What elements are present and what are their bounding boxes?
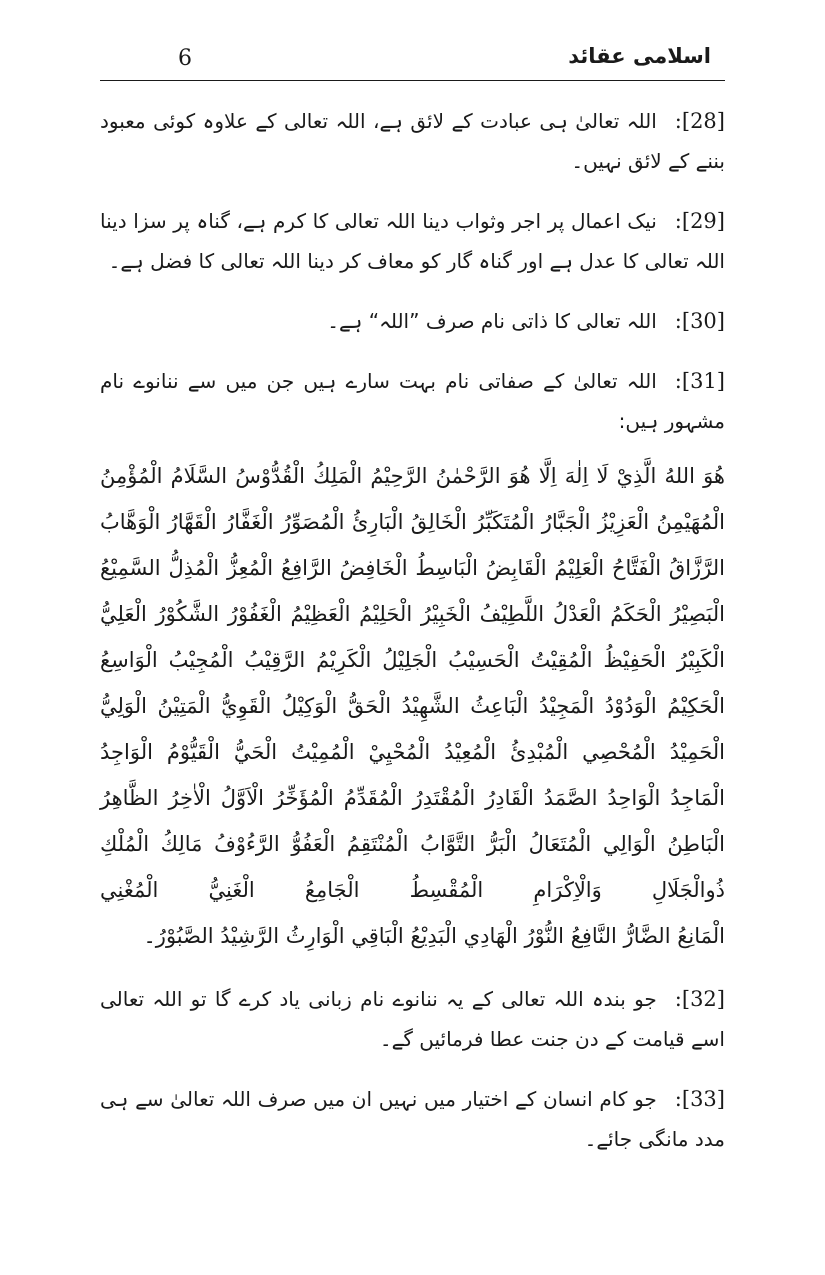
running-title: اسلامی عقائد: [568, 44, 711, 68]
item-number: [30]:: [674, 309, 725, 333]
divine-names-last-line: الْمَانِعُ الضَّارُّ النَّافِعُ النُّوْرُ الْهَادِي الْبَدِيْعُ الْبَاقِي الْوَارِثُ الرَّشِيْدُ الصَّبُوْرُ۔: [143, 924, 725, 948]
item-number: [32]:: [674, 987, 725, 1011]
document-page: [100, 40, 725, 1169]
divine-names-text: هُوَ اللهُ الَّذِيْ لَا اِلٰهَ اِلَّا هُوَ الرَّحْمٰنُ الرَّحِيْمُ الْمَلِكُ الْقُدُّوْسُ السَّلَامُ الْمُؤْمِنُ الْمُهَيْمِنُ الْعَزِيْزُ الْجَبَّارُ الْمُتَكَبِّرُ الْخَالِقُ الْبَارِئُ الْمُصَوِّرُ الْغَفَّارُ الْقَهَّارُ الْوَهَّابُ الرَّزَّاقُ الْفَتَّاحُ الْعَلِيْمُ الْقَابِضُ الْبَاسِطُ الْخَافِضُ الرَّافِعُ الْمُعِزُّ الْمُذِلُّ السَّمِيْعُ الْبَصِيْرُ الْحَكَمُ الْعَدْلُ اللَّطِيْفُ الْخَبِيْرُ الْحَلِيْمُ الْعَظِيْمُ الْغَفُوْرُ الشَّكُوْرُ الْعَلِيُّ الْكَبِيْرُ الْحَفِيْظُ الْمُقِيْتُ الْحَسِيْبُ الْجَلِيْلُ الْكَرِيْمُ الرَّقِيْبُ الْمُجِيْبُ الْوَاسِعُ الْحَكِيْمُ الْوَدُوْدُ الْمَجِيْدُ الْبَاعِثُ الشَّهِيْدُ الْحَقُّ الْوَكِيْلُ الْقَوِيُّ الْمَتِيْنُ الْوَلِيُّ الْحَمِيْدُ الْمُحْصِي الْمُبْدِئُ الْمُعِيْدُ الْمُحْيِيْ الْمُمِيْتُ الْحَيُّ الْقَيُّوْمُ الْوَاجِدُ الْمَاجِدُ الْوَاحِدُ الصَّمَدُ الْقَادِرُ الْمُقْتَدِرُ الْمُقَدِّمُ الْمُؤَخِّرُ الْاَوَّلُ الْاٰخِرُ الظَّاهِرُ الْبَاطِنُ الْوَالِي الْمُتَعَالُ الْبَرُّ التَّوَّابُ الْمُنْتَقِمُ الْعَفُوُّ الرَّءُوْفُ مَالِكُ الْمُلْكِ ذُوالْجَلَالِ وَالْاِكْرَامِ الْمُقْسِطُ الْجَامِعُ الْغَنِيُّ الْمُغْنِي: [100, 464, 725, 902]
item-text: اللہ تعالیٰ کے صفاتی نام بہت سارے ہیں جن میں سے ننانوے نام مشہور ہیں:: [100, 369, 725, 433]
belief-item-31: [100, 361, 725, 441]
page-content: [100, 101, 725, 1159]
item-text: نیک اعمال پر اجر وثواب دینا اللہ تعالی کا کرم ہے، گناہ پر سزا دینا اللہ تعالی کا عدل ہے اور گناہ گار کو معاف کر دینا اللہ تعالی کا فضل ہے۔: [100, 209, 725, 273]
page-header: [100, 40, 725, 81]
item-number: [28]:: [674, 109, 725, 133]
belief-item-29: [100, 201, 725, 281]
item-number: [33]:: [674, 1087, 725, 1111]
belief-item-32: [100, 979, 725, 1059]
divine-names-list: [100, 453, 725, 959]
item-text: جو کام انسان کے اختیار میں نہیں ان میں صرف اللہ تعالیٰ سے ہی مدد مانگی جائے۔: [100, 1087, 725, 1151]
belief-item-30: [100, 301, 725, 341]
item-number: [31]:: [674, 369, 725, 393]
item-text: اللہ تعالی کا ذاتی نام صرف ”اللہ“ ہے۔: [327, 309, 657, 333]
item-text: اللہ تعالیٰ ہی عبادت کے لائق ہے، اللہ تعالی کے علاوہ کوئی معبود بننے کے لائق نہیں۔: [100, 109, 725, 173]
item-text: جو بندہ اللہ تعالی کے یہ ننانوے نام زبانی یاد کرے گا تو اللہ تعالی اسے قیامت کے دن جنت عطا فرمائیں گے۔: [100, 987, 725, 1051]
belief-item-28: [100, 101, 725, 181]
page-number: 6: [178, 46, 192, 71]
belief-item-33: [100, 1079, 725, 1159]
item-number: [29]:: [674, 209, 725, 233]
